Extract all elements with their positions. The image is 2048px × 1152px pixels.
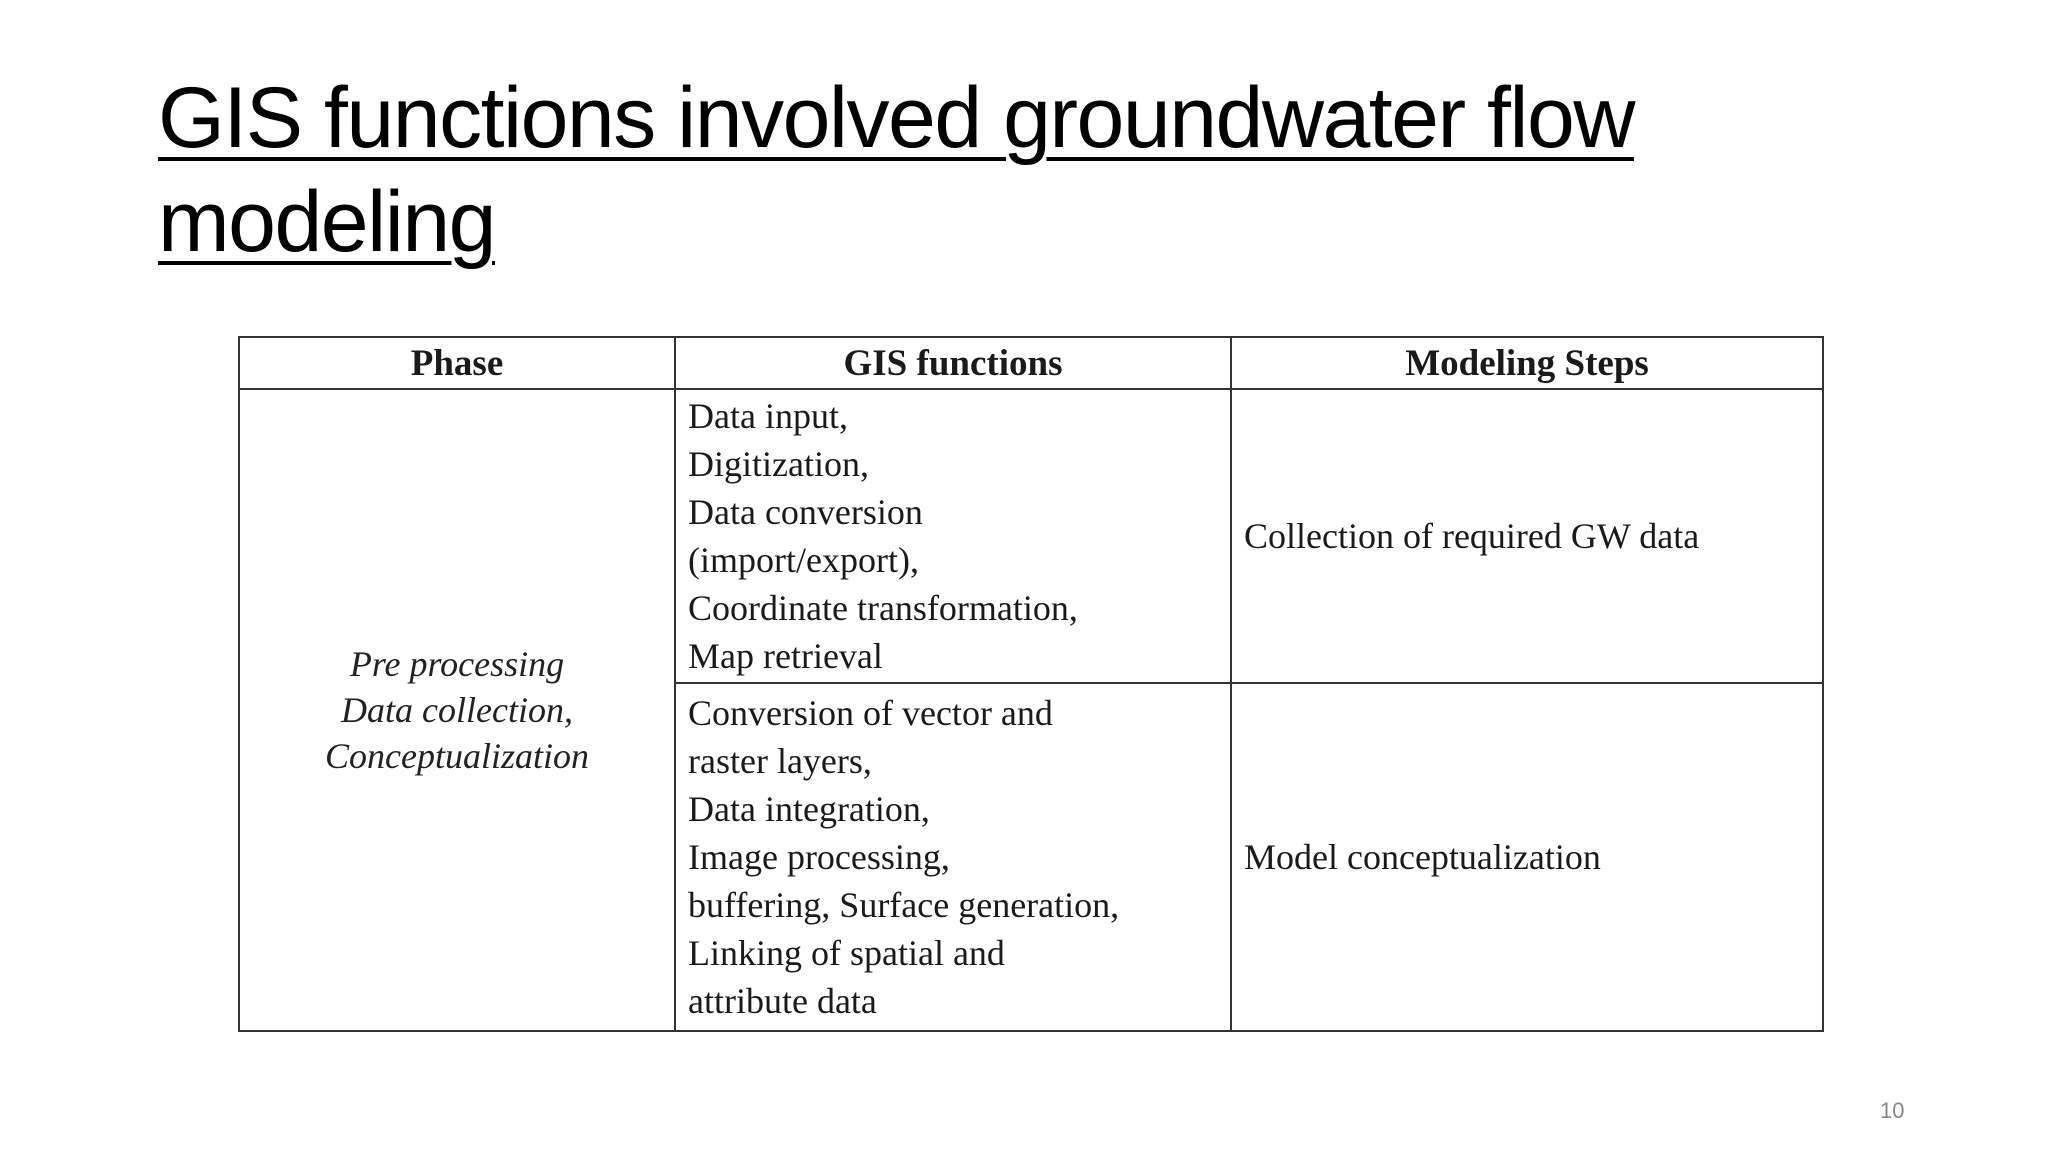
function-item: Data conversion [688, 492, 923, 532]
header-gis-functions: GIS functions [675, 337, 1231, 389]
table-header-row [239, 337, 1823, 389]
table-row [239, 389, 1823, 683]
header-modeling-steps: Modeling Steps [1231, 337, 1823, 389]
function-item: Map retrieval [688, 636, 883, 676]
function-item: Data integration, [688, 789, 930, 829]
function-item: Digitization, [688, 444, 869, 484]
function-item: buffering, Surface generation, [688, 885, 1120, 925]
phase-cell [239, 389, 675, 1031]
function-item: attribute data [688, 981, 877, 1021]
gis-functions-cell [675, 683, 1231, 1031]
phase-line: Pre processing [349, 644, 565, 684]
function-item: Coordinate transformation, [688, 588, 1078, 628]
phase-line: Conceptualization [325, 736, 589, 776]
gis-functions-table [238, 336, 1824, 1032]
function-item: Linking of spatial and [688, 933, 1005, 973]
gis-functions-cell [675, 389, 1231, 683]
modeling-step-cell: Model conceptualization [1231, 683, 1823, 1031]
function-item: (import/export), [688, 540, 919, 580]
page-number: 10 [1880, 1098, 1905, 1123]
phase-line: Data collection, [341, 690, 573, 730]
gis-functions-table-container [238, 336, 1824, 1032]
function-item: Data input, [688, 396, 848, 436]
function-item: Conversion of vector and [688, 693, 1053, 733]
header-phase: Phase [239, 337, 675, 389]
function-item: Image processing, [688, 837, 950, 877]
function-item: raster layers, [688, 741, 872, 781]
modeling-step-cell: Collection of required GW data [1231, 389, 1823, 683]
slide-title: GIS functions involved groundwater flow modeling [158, 70, 1634, 270]
